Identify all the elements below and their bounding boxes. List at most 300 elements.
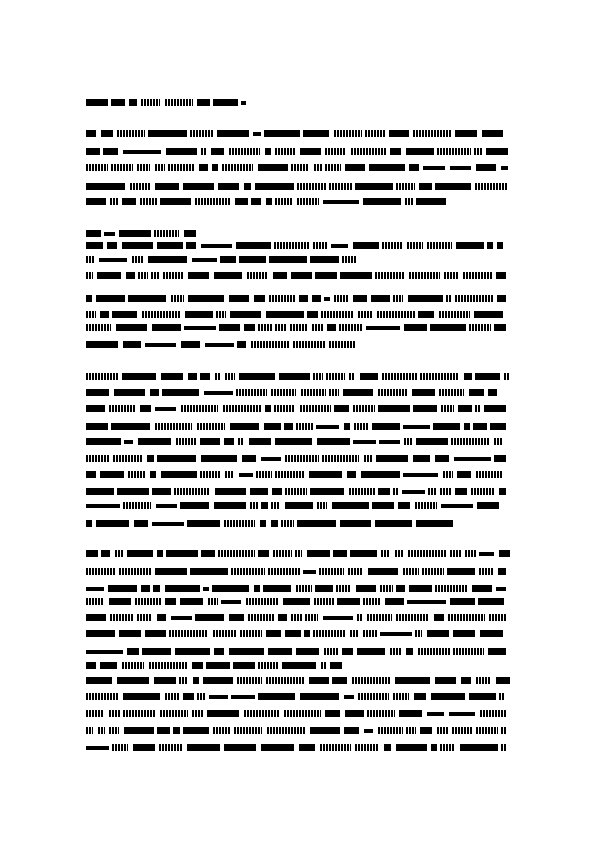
text-word: [284, 423, 293, 430]
text-line: [86, 341, 356, 348]
text-word: [418, 648, 450, 655]
text-word: [268, 648, 292, 655]
text-word: [117, 130, 145, 137]
text-word: [484, 405, 506, 412]
text-word: [447, 568, 475, 575]
text-word: [208, 598, 218, 605]
text-word: [403, 568, 419, 575]
text-word: [229, 648, 264, 655]
text-word: [129, 99, 137, 106]
text-word: [86, 324, 111, 331]
text-word: [214, 272, 242, 279]
text-line: [86, 550, 510, 557]
text-word: [100, 471, 124, 478]
text-word: [423, 166, 445, 170]
text-word: [496, 677, 510, 684]
text-word: [430, 324, 466, 331]
text-word: [180, 502, 209, 509]
text-word: [393, 693, 409, 700]
text-line: [86, 311, 506, 318]
text-line: [86, 99, 246, 106]
text-word: [123, 710, 155, 717]
text-word: [188, 373, 197, 380]
text-word: [254, 295, 265, 302]
text-word: [494, 438, 502, 445]
text-word: [152, 488, 171, 495]
text-word: [380, 585, 393, 592]
text-word: [115, 550, 124, 557]
text-word: [247, 272, 268, 279]
text-word: [86, 598, 104, 605]
text-word: [211, 148, 224, 155]
text-word: [319, 568, 344, 575]
text-word: [86, 423, 108, 430]
text-word: [150, 389, 159, 396]
text-word: [101, 550, 110, 557]
text-word: [86, 693, 118, 700]
text-word: [443, 471, 453, 478]
text-word: [455, 488, 467, 495]
text-word: [479, 552, 494, 556]
text-word: [488, 648, 506, 655]
text-word: [314, 598, 334, 605]
text-word: [420, 727, 432, 734]
text-word: [396, 614, 429, 621]
text-word: [155, 423, 192, 430]
text-word: [86, 341, 118, 348]
text-word: [329, 341, 356, 348]
text-word: [239, 473, 253, 477]
text-word: [363, 198, 401, 205]
text-word: [296, 648, 319, 655]
text-line: [86, 230, 196, 237]
text-word: [269, 295, 295, 302]
text-word: [461, 677, 471, 684]
text-word: [271, 389, 296, 396]
text-word: [446, 295, 452, 302]
text-word: [317, 502, 327, 509]
text-word: [323, 616, 353, 620]
text-word: [313, 630, 345, 637]
text-word: [111, 164, 133, 171]
text-word: [111, 423, 150, 430]
text-word: [96, 520, 129, 527]
text-word: [475, 183, 508, 190]
text-word: [313, 242, 327, 249]
text-word: [299, 295, 308, 302]
text-word: [361, 471, 400, 478]
text-word: [162, 389, 199, 396]
text-word: [375, 272, 405, 279]
text-word: [140, 405, 151, 412]
text-word: [279, 373, 310, 380]
text-word: [389, 130, 409, 137]
text-word: [378, 405, 410, 412]
text-word: [207, 710, 239, 717]
text-word: [450, 598, 475, 605]
text-word: [174, 488, 210, 495]
text-word: [475, 405, 481, 412]
text-line: [86, 389, 506, 396]
text-word: [409, 164, 419, 171]
text-word: [329, 389, 339, 396]
text-word: [340, 520, 371, 527]
text-word: [303, 570, 316, 574]
text-word: [240, 630, 262, 637]
text-word: [296, 423, 313, 430]
text-word: [113, 455, 142, 462]
text-word: [303, 130, 329, 137]
text-word: [342, 648, 353, 655]
text-word: [214, 648, 224, 655]
text-word: [152, 324, 181, 331]
text-word: [363, 630, 377, 637]
text-word: [155, 164, 165, 171]
text-word: [253, 132, 261, 136]
text-word: [264, 423, 281, 430]
text-word: [434, 614, 444, 621]
text-word: [157, 614, 166, 621]
text-word: [86, 148, 100, 155]
text-word: [301, 389, 326, 396]
text-word: [355, 744, 379, 751]
text-word: [396, 744, 427, 751]
text-word: [504, 373, 510, 380]
text-word: [265, 148, 271, 155]
text-word: [312, 295, 321, 302]
text-word: [192, 662, 203, 669]
text-word: [166, 550, 198, 557]
text-word: [334, 405, 349, 412]
text-line: [86, 295, 506, 302]
text-word: [155, 407, 176, 411]
text-word: [274, 242, 310, 249]
text-word: [476, 471, 503, 478]
text-word: [224, 520, 255, 527]
text-word: [254, 585, 260, 592]
text-word: [273, 550, 292, 557]
text-word: [230, 311, 261, 318]
text-word: [86, 311, 96, 318]
text-word: [86, 614, 106, 621]
text-word: [250, 502, 258, 509]
text-word: [205, 343, 234, 347]
text-word: [112, 744, 128, 751]
text-word: [453, 648, 484, 655]
text-word: [431, 693, 465, 700]
text-word: [309, 677, 329, 684]
text-word: [353, 242, 379, 249]
text-line: [86, 648, 506, 655]
text-word: [175, 648, 210, 655]
text-word: [249, 438, 271, 445]
text-word: [413, 405, 437, 412]
text-word: [307, 311, 318, 318]
text-word: [413, 455, 430, 462]
text-word: [457, 471, 471, 478]
text-word: [110, 198, 118, 205]
text-word: [326, 373, 345, 380]
text-word: [127, 648, 139, 655]
text-word: [406, 648, 413, 655]
text-word: [296, 585, 312, 592]
text-word: [403, 473, 438, 477]
text-word: [356, 585, 376, 592]
text-word: [140, 198, 157, 205]
text-word: [477, 502, 499, 509]
text-word: [297, 520, 336, 527]
text-word: [365, 130, 386, 137]
text-word: [314, 164, 322, 171]
text-word: [266, 311, 304, 318]
text-word: [114, 389, 145, 396]
text-line: [86, 693, 506, 700]
text-word: [283, 598, 310, 605]
text-word: [86, 256, 95, 263]
text-word: [469, 324, 491, 331]
text-word: [86, 520, 92, 527]
text-word: [215, 488, 246, 495]
text-word: [256, 471, 272, 478]
text-word: [231, 568, 265, 575]
text-word: [310, 727, 340, 734]
text-word: [357, 648, 385, 655]
text-word: [369, 164, 405, 171]
text-word: [135, 598, 161, 605]
text-word: [124, 727, 154, 734]
text-word: [320, 744, 351, 751]
text-word: [197, 99, 210, 106]
text-word: [416, 520, 453, 527]
text-word: [171, 295, 184, 302]
text-word: [332, 502, 369, 509]
text-line: [86, 727, 506, 734]
text-word: [86, 389, 109, 396]
text-word: [126, 272, 135, 279]
text-word: [179, 677, 188, 684]
text-word: [161, 373, 183, 380]
text-word: [190, 130, 214, 137]
text-word: [300, 693, 339, 700]
text-word: [109, 405, 136, 412]
text-word: [148, 130, 187, 137]
text-word: [231, 695, 255, 699]
text-word: [260, 520, 266, 527]
text-word: [404, 324, 427, 331]
text-word: [482, 130, 503, 137]
text-word: [475, 373, 500, 380]
text-word: [86, 99, 108, 106]
text-word: [197, 423, 225, 430]
text-word: [419, 183, 432, 190]
text-line: [86, 520, 461, 527]
text-word: [406, 727, 416, 734]
text-word: [138, 438, 171, 445]
text-word: [123, 502, 151, 509]
text-word: [476, 727, 498, 734]
text-word: [236, 242, 271, 249]
text-word: [355, 183, 393, 190]
text-word: [317, 438, 350, 445]
text-word: [137, 614, 152, 621]
text-word: [336, 585, 351, 592]
text-word: [193, 677, 199, 684]
text-word: [161, 471, 197, 478]
text-word: [214, 502, 246, 509]
text-word: [407, 242, 423, 249]
text-word: [440, 488, 452, 495]
text-word: [499, 550, 510, 557]
text-word: [433, 423, 460, 430]
text-word: [390, 148, 401, 155]
text-word: [368, 568, 398, 575]
text-word: [145, 630, 166, 637]
text-word: [334, 295, 348, 302]
text-word: [488, 389, 497, 396]
text-word: [229, 148, 260, 155]
text-word: [163, 272, 183, 279]
text-line: [86, 164, 508, 171]
text-word: [358, 693, 389, 700]
text-word: [465, 550, 476, 557]
text-word: [157, 455, 196, 462]
text-word: [266, 198, 272, 205]
text-word: [479, 568, 493, 575]
text-word: [494, 455, 506, 462]
text-word: [266, 630, 281, 637]
text-word: [393, 488, 399, 495]
text-word: [275, 148, 295, 155]
text-word: [123, 693, 160, 700]
text-word: [263, 585, 291, 592]
text-word: [86, 504, 120, 508]
text-word: [375, 520, 412, 527]
text-word: [275, 198, 292, 205]
text-word: [180, 598, 203, 605]
text-word: [380, 632, 412, 636]
text-word: [367, 614, 392, 621]
text-word: [437, 727, 448, 734]
text-word: [258, 324, 272, 331]
text-line: [86, 585, 506, 592]
text-word: [403, 425, 430, 429]
text-word: [86, 455, 109, 462]
text-word: [345, 164, 365, 171]
text-word: [159, 744, 183, 751]
text-word: [312, 324, 324, 331]
text-word: [225, 471, 234, 478]
text-word: [250, 488, 268, 495]
text-word: [291, 272, 312, 279]
text-word: [413, 130, 451, 137]
text-word: [203, 587, 209, 591]
text-word: [176, 438, 197, 445]
text-word: [238, 438, 244, 445]
text-word: [407, 600, 446, 604]
text-word: [499, 693, 505, 700]
text-word: [349, 373, 355, 380]
text-word: [181, 405, 218, 412]
text-word: [271, 520, 278, 527]
text-word: [123, 150, 161, 154]
text-word: [451, 438, 489, 445]
text-word: [409, 272, 440, 279]
text-word: [86, 587, 104, 591]
text-word: [325, 710, 340, 717]
text-word: [97, 272, 121, 279]
text-word: [354, 423, 368, 430]
text-line: [86, 324, 506, 331]
text-word: [297, 183, 326, 190]
text-word: [195, 614, 224, 621]
text-word: [155, 568, 187, 575]
text-word: [501, 166, 508, 170]
text-word: [86, 746, 109, 750]
text-word: [173, 727, 180, 734]
text-word: [310, 256, 339, 263]
text-word: [100, 311, 109, 318]
text-word: [86, 471, 96, 478]
text-word: [416, 438, 448, 445]
text-word: [455, 130, 477, 137]
text-line: [86, 677, 510, 684]
text-word: [224, 744, 256, 751]
text-word: [396, 183, 415, 190]
text-word: [285, 488, 307, 495]
text-word: [444, 272, 459, 279]
text-word: [464, 373, 472, 380]
text-word: [271, 502, 280, 509]
text-word: [157, 550, 163, 557]
text-word: [104, 232, 115, 236]
text-word: [357, 614, 363, 621]
text-line: [86, 183, 508, 190]
text-word: [353, 440, 376, 444]
text-line: [86, 455, 506, 462]
text-word: [469, 693, 496, 700]
text-word: [378, 727, 403, 734]
text-line: [86, 488, 506, 495]
text-word: [258, 693, 295, 700]
text-word: [251, 341, 290, 348]
text-word: [415, 630, 422, 637]
text-word: [218, 183, 239, 190]
text-word: [188, 295, 224, 302]
text-word: [86, 550, 98, 557]
text-word: [150, 471, 156, 478]
text-word: [322, 455, 359, 462]
text-word: [148, 256, 187, 263]
text-word: [363, 598, 381, 605]
text-word: [86, 130, 96, 137]
text-word: [453, 630, 475, 637]
text-word: [490, 423, 506, 430]
text-word: [478, 598, 504, 605]
text-word: [246, 598, 278, 605]
text-word: [130, 183, 150, 190]
text-word: [441, 405, 454, 412]
text-word: [258, 662, 279, 669]
text-word: [472, 585, 492, 592]
text-word: [499, 488, 506, 495]
text-word: [272, 488, 282, 495]
text-word: [427, 630, 449, 637]
text-word: [200, 373, 210, 380]
text-word: [153, 585, 160, 592]
text-word: [344, 695, 354, 699]
text-word: [273, 272, 287, 279]
text-word: [112, 311, 137, 318]
